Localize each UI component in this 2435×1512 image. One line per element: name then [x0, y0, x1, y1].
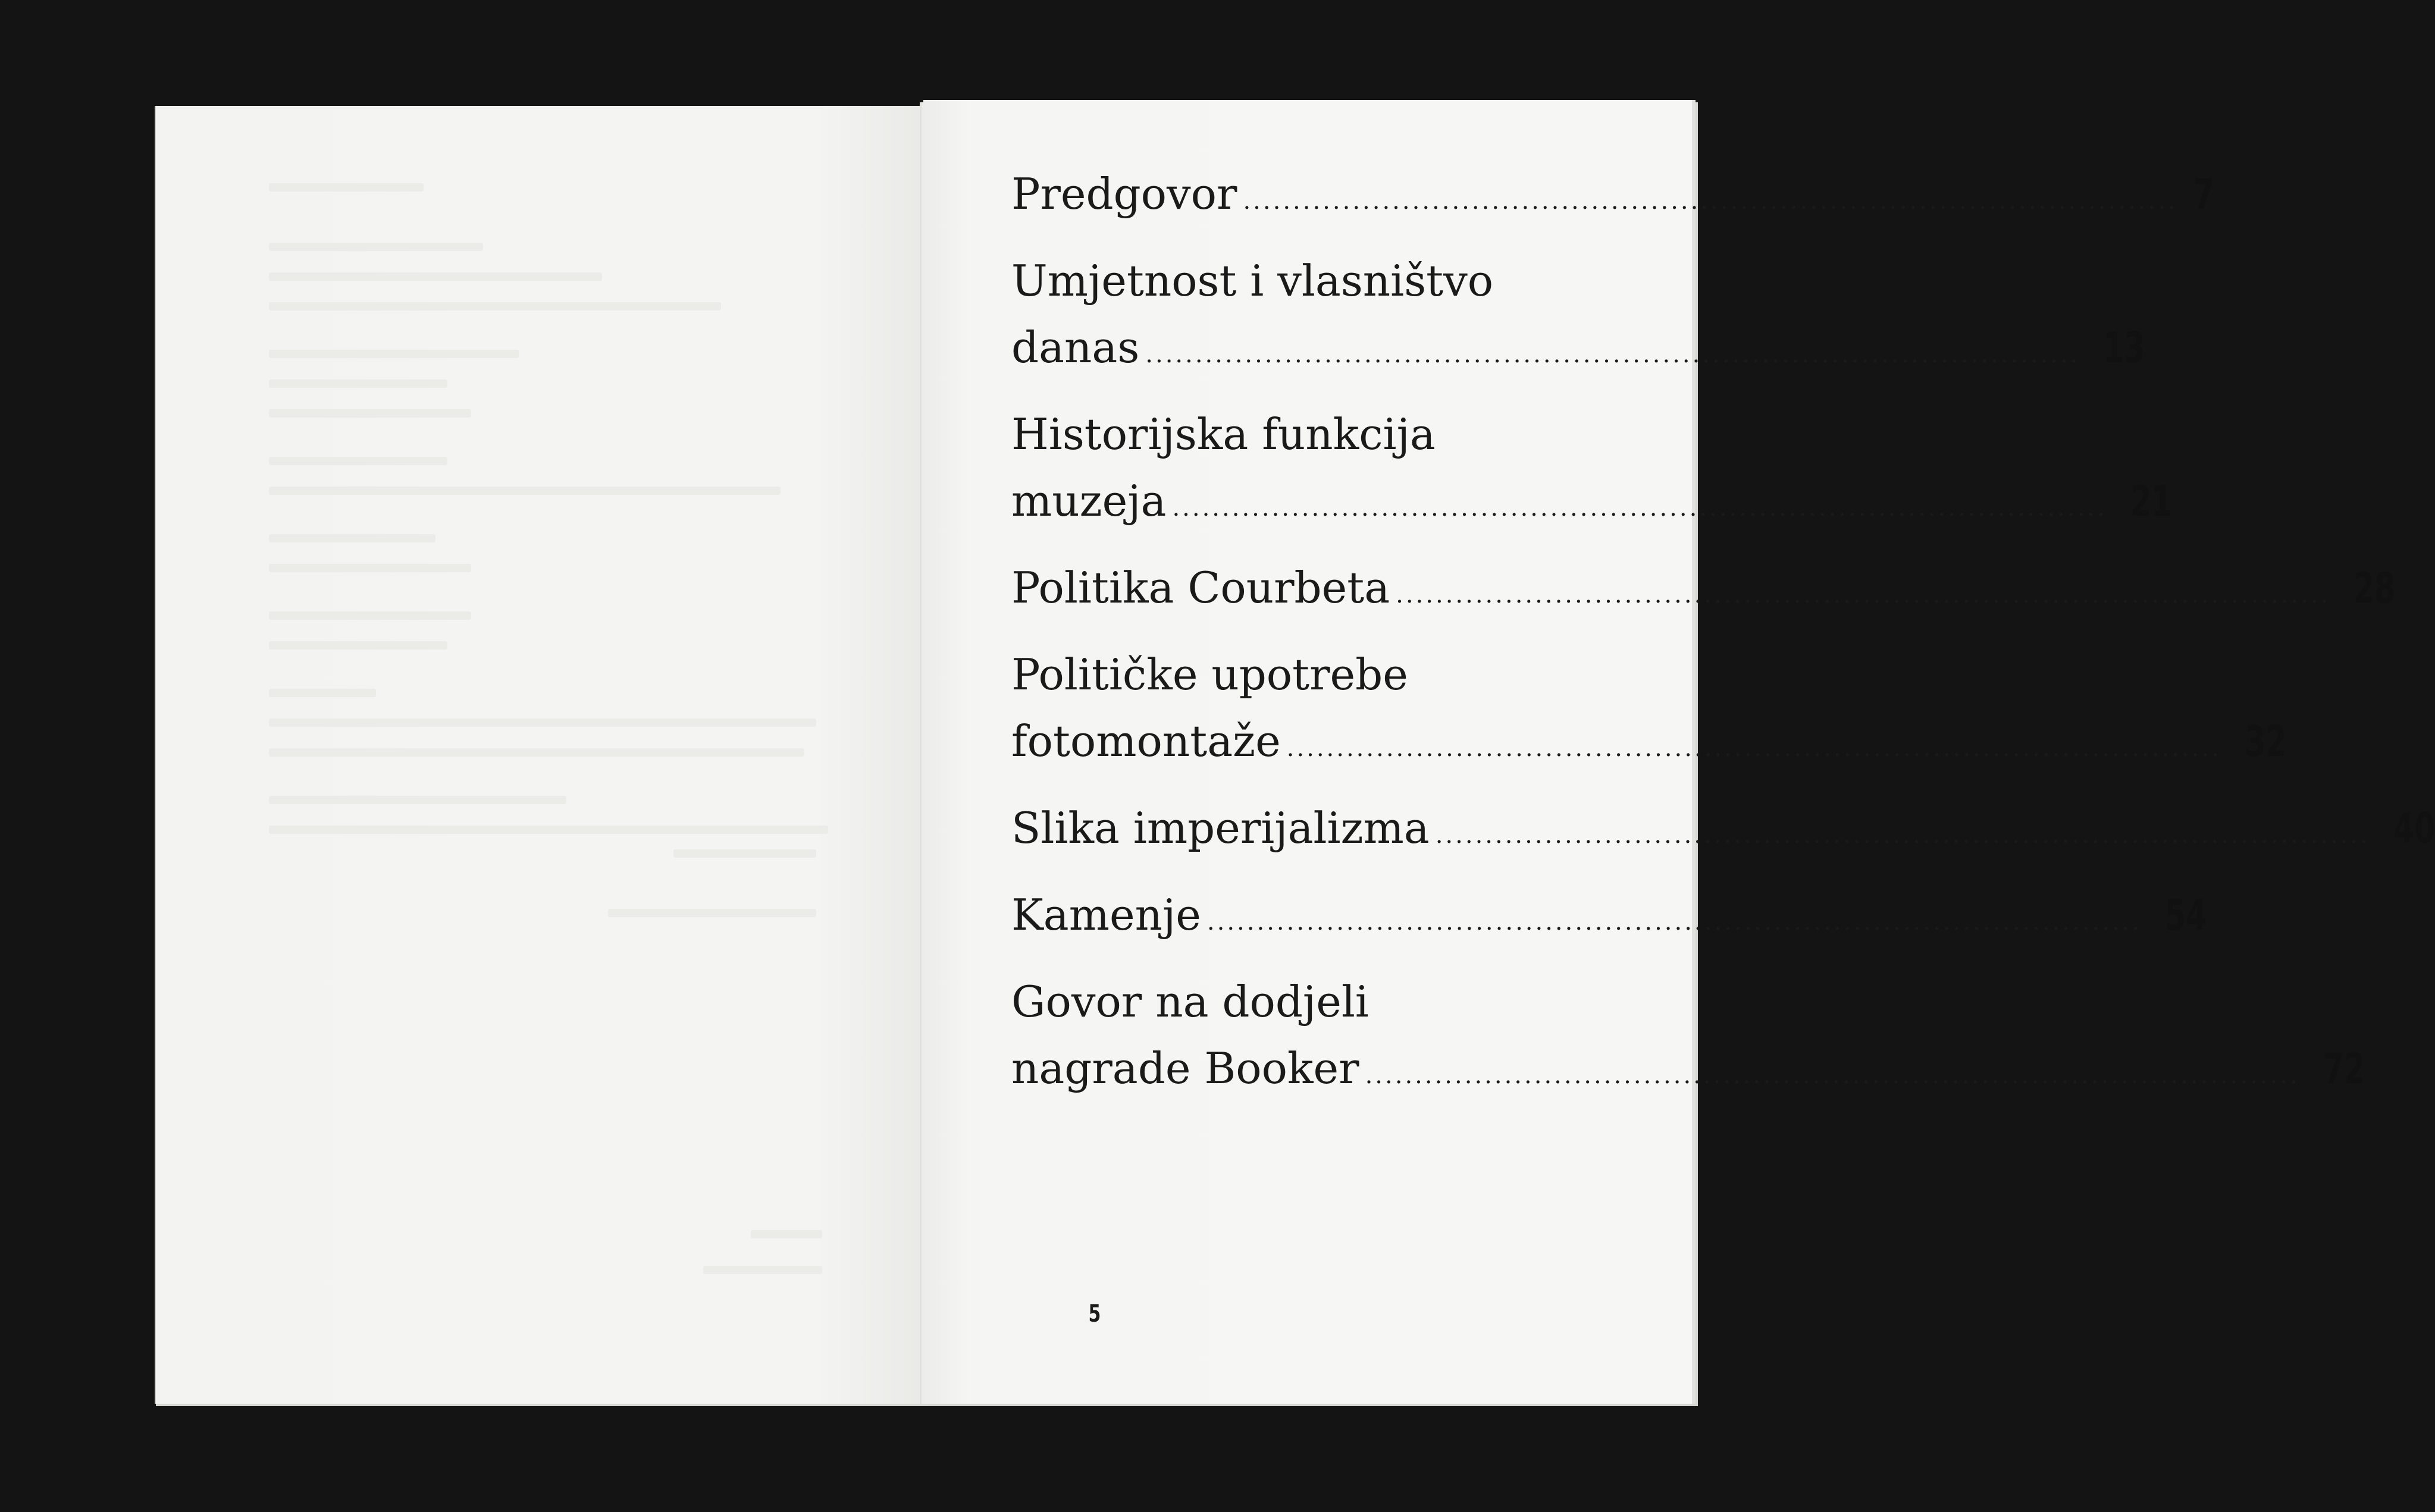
toc-entry-title-continued: muzeja [1011, 476, 1167, 526]
toc-leader-dots: .............................................................................................. [1243, 187, 2178, 215]
toc-leader-dots: .............................................................................................. [1145, 341, 2080, 368]
table-of-contents [1011, 161, 2435, 1109]
toc-leader-dots: .............................................................................................. [1435, 821, 2370, 849]
bleed-through-line [751, 1230, 822, 1238]
toc-page-number: 32 [2245, 717, 2287, 766]
toc-entry-title: Predgovor [1011, 169, 1237, 219]
bleed-through-line [269, 719, 816, 727]
bleed-through-line [269, 243, 483, 251]
toc-entry[interactable] [1011, 882, 2207, 955]
toc-line [1011, 708, 2287, 782]
bleed-through-line [703, 1266, 822, 1274]
bleed-through-line [269, 487, 781, 495]
toc-leader-dots: .............................................................................................. [1172, 494, 2107, 522]
toc-page-number: 21 [2130, 477, 2173, 526]
toc-entry-title: Govor na dodjeli [1011, 977, 1369, 1027]
bleed-through-line [269, 826, 828, 834]
bleed-through-line [269, 272, 602, 281]
bleed-through-line [269, 302, 721, 310]
toc-line [1011, 314, 2145, 388]
bleed-through-line [673, 849, 816, 858]
toc-leader-dots: .............................................................................................. [1286, 735, 2221, 762]
toc-entry[interactable] [1011, 161, 2214, 234]
toc-page-number: 28 [2353, 564, 2396, 613]
toc-line [1011, 641, 1600, 708]
toc-page-number: 7 [2193, 170, 2214, 219]
toc-line [1011, 968, 1600, 1035]
bleed-through-line [269, 748, 804, 757]
toc-entry[interactable] [1011, 795, 2435, 868]
toc-line [1011, 247, 1600, 314]
toc-line [1011, 795, 2435, 868]
toc-entry-title: Političke upotrebe [1011, 650, 1408, 699]
toc-leader-dots: .............................................................................................. [1365, 1062, 2300, 1089]
toc-line [1011, 882, 2207, 955]
toc-entry[interactable] [1011, 401, 2173, 541]
bleed-through-line [269, 409, 471, 418]
toc-entry[interactable] [1011, 554, 2396, 628]
toc-entry-title-continued: nagrade Booker [1011, 1043, 1359, 1093]
left-page [156, 106, 929, 1404]
toc-page-number: 40 [2393, 804, 2435, 853]
bleed-through-line [269, 689, 376, 697]
toc-line [1011, 1035, 2365, 1109]
toc-leader-dots: .............................................................................................. [1396, 581, 2331, 608]
bleed-through-line [269, 183, 424, 192]
toc-entry-title: Politika Courbeta [1011, 563, 1390, 613]
bleed-through-line [269, 534, 435, 542]
bleed-through-line [269, 350, 519, 358]
toc-entry[interactable] [1011, 968, 2365, 1109]
toc-entry-title: Historijska funkcija [1011, 409, 1436, 459]
toc-entry[interactable] [1011, 641, 2287, 782]
toc-entry-title-continued: danas [1011, 322, 1140, 372]
toc-page-number: 72 [2323, 1044, 2365, 1093]
bleed-through-line [269, 641, 447, 650]
toc-line [1011, 554, 2396, 628]
toc-page-number: 54 [2165, 891, 2207, 940]
bleed-through-line [269, 564, 471, 572]
toc-page-number: 13 [2103, 324, 2145, 372]
bleed-through-line [269, 379, 447, 388]
toc-leader-dots: .............................................................................................. [1206, 908, 2142, 936]
toc-line [1011, 401, 1600, 468]
toc-line [1011, 468, 2173, 541]
toc-entry-title: Kamenje [1011, 890, 1201, 940]
bleed-through-line [269, 611, 471, 620]
toc-entry-title: Slika imperijalizma [1011, 803, 1430, 853]
toc-entry-title: Umjetnost i vlasništvo [1011, 256, 1494, 306]
bleed-through-line [608, 909, 816, 917]
toc-entry-title-continued: fotomontaže [1011, 716, 1281, 766]
toc-line [1011, 161, 2214, 234]
toc-entry[interactable] [1011, 247, 2145, 388]
bleed-through-line [269, 457, 447, 465]
bleed-through-line [269, 796, 566, 804]
page-number-folio: 5 [1088, 1300, 1101, 1328]
